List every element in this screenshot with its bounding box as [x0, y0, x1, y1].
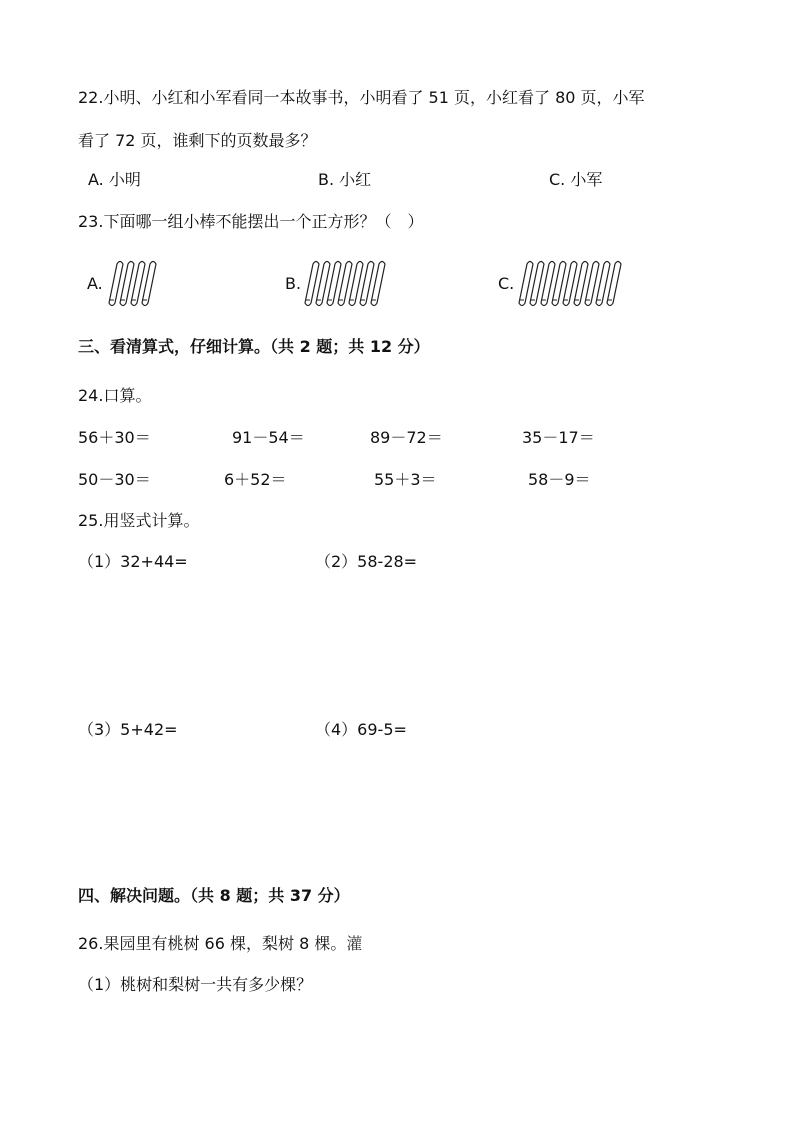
q24-row2-item4: 58－9＝	[528, 470, 591, 489]
q23-option-b-label: B.	[285, 274, 302, 293]
q23-question: 23.下面哪一组小棒不能摆出一个正方形？（ ）	[78, 212, 424, 231]
q23-option-a-label: A.	[87, 274, 103, 293]
q24-row1-item4: 35－17＝	[522, 428, 595, 447]
q25-item-2: （2）58-28=	[315, 552, 418, 571]
section-4-heading: 四、解决问题。（共 8 题；共 37 分）	[78, 886, 350, 905]
q25-item-3: （3）5+42=	[78, 720, 178, 739]
q24-row2-item3: 55＋3＝	[374, 470, 437, 489]
q24-row1-item2: 91－54＝	[232, 428, 305, 447]
q24-row2-item2: 6＋52＝	[224, 470, 287, 489]
q22-option-a: A. 小明	[88, 170, 141, 189]
q22-line2: 看了 72 页，谁剩下的页数最多？	[78, 131, 317, 150]
q22-line1: 22.小明、小红和小军看同一本故事书，小明看了 51 页，小红看了 80 页，小军	[78, 88, 645, 107]
q24-row2-item1: 50－30＝	[78, 470, 151, 489]
q26-question	[78, 934, 362, 954]
q25-item-1: （1）32+44=	[78, 552, 188, 571]
q26-mark: 灌	[346, 934, 363, 953]
q24-title: 24.口算。	[78, 386, 152, 405]
q24-row1-item3: 89－72＝	[370, 428, 443, 447]
q26-text: 26.果园里有桃树 66 棵，梨树 8 棵。	[78, 934, 347, 953]
section-3-heading: 三、看清算式，仔细计算。（共 2 题；共 12 分）	[78, 337, 430, 356]
q26-sub-question-1: （1）桃树和梨树一共有多少棵？	[78, 975, 313, 994]
q23-option-b-sticks	[304, 258, 394, 310]
q22-option-b: B. 小红	[318, 170, 372, 189]
q24-row1-item1: 56＋30＝	[78, 428, 151, 447]
q23-option-a-sticks	[108, 258, 178, 310]
q25-title: 25.用竖式计算。	[78, 511, 200, 530]
q25-item-4: （4）69-5=	[315, 720, 407, 739]
q23-option-c-sticks	[518, 258, 630, 310]
q22-option-c: C. 小军	[549, 170, 603, 189]
q23-option-c-label: C.	[498, 274, 515, 293]
